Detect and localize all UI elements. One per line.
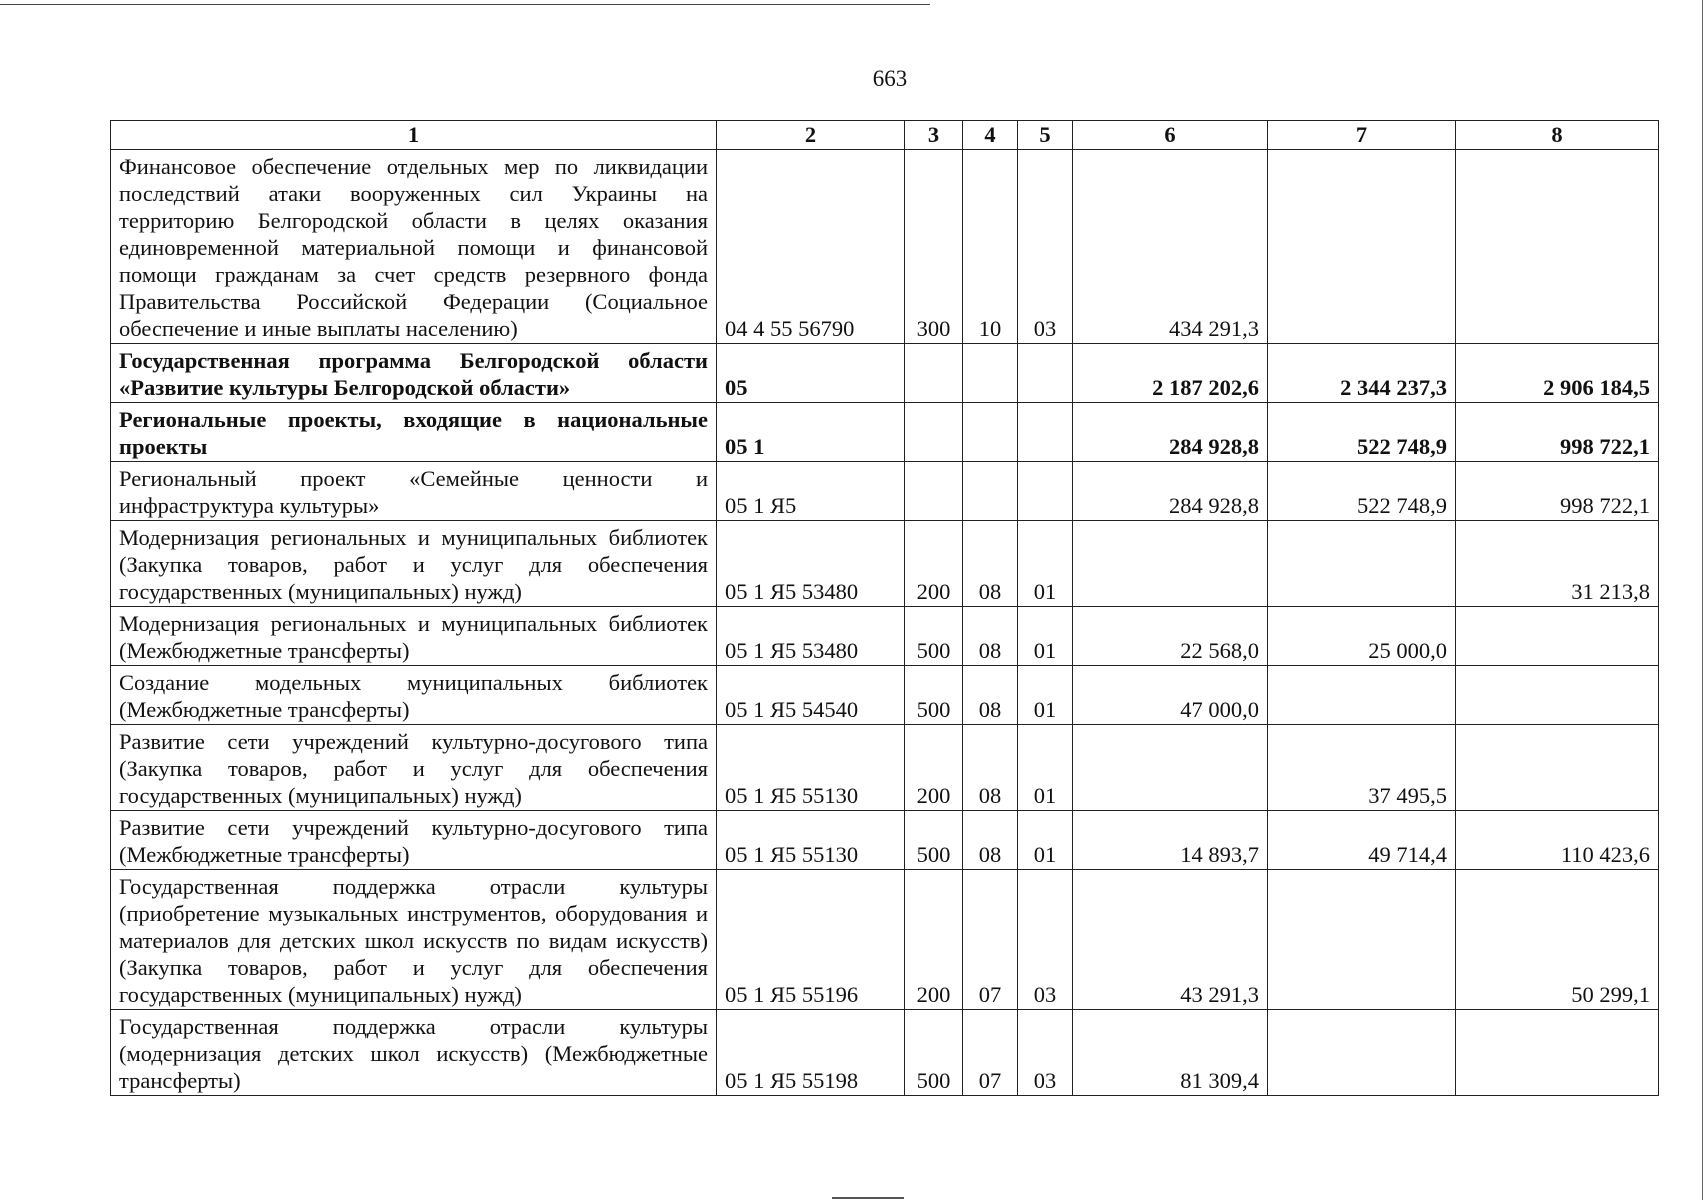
amount-col8	[1456, 607, 1659, 666]
section-code: 08	[963, 521, 1018, 607]
section-code: 08	[963, 725, 1018, 811]
column-number: 6	[1073, 121, 1268, 150]
section-code: 08	[963, 607, 1018, 666]
amount-col6: 43 291,3	[1073, 870, 1268, 1010]
section-code	[963, 462, 1018, 521]
classification-code: 05 1 Я5 54540	[717, 666, 905, 725]
row-name: Государственная поддержка отрасли культуры (приобретение музыкальных инструментов, оборудования и материалов для детских школ искусств по видам искусств) (Закупка товаров, работ и услуг для обеспечения государственных (муниципальных) нужд)	[111, 870, 717, 1010]
classification-code: 04 4 55 56790	[717, 150, 905, 344]
amount-col6	[1073, 521, 1268, 607]
table-row	[111, 725, 1659, 811]
amount-col7: 37 495,5	[1268, 725, 1456, 811]
amount-col7	[1268, 666, 1456, 725]
subsection-code: 01	[1018, 607, 1073, 666]
section-code	[963, 344, 1018, 403]
amount-col8: 998 722,1	[1456, 403, 1659, 462]
expense-type-code: 500	[905, 1010, 963, 1096]
column-number: 7	[1268, 121, 1456, 150]
amount-col8	[1456, 150, 1659, 344]
classification-code: 05 1 Я5 55130	[717, 725, 905, 811]
amount-col8	[1456, 725, 1659, 811]
row-name: Модернизация региональных и муниципальных библиотек (Межбюджетные трансферты)	[111, 607, 717, 666]
table-row	[111, 811, 1659, 870]
table-row	[111, 462, 1659, 521]
subsection-code: 01	[1018, 811, 1073, 870]
subsection-code: 03	[1018, 150, 1073, 344]
amount-col7: 522 748,9	[1268, 403, 1456, 462]
amount-col6: 284 928,8	[1073, 403, 1268, 462]
table-row	[111, 870, 1659, 1010]
section-code: 08	[963, 666, 1018, 725]
row-name: Государственная программа Белгородской области «Развитие культуры Белгородской области»	[111, 344, 717, 403]
amount-col8: 50 299,1	[1456, 870, 1659, 1010]
expense-type-code: 300	[905, 150, 963, 344]
amount-col8: 998 722,1	[1456, 462, 1659, 521]
bottom-mark	[832, 1197, 904, 1199]
column-number: 5	[1018, 121, 1073, 150]
classification-code: 05 1 Я5 55198	[717, 1010, 905, 1096]
table-row	[111, 607, 1659, 666]
subsection-code: 01	[1018, 521, 1073, 607]
classification-code: 05	[717, 344, 905, 403]
column-number: 4	[963, 121, 1018, 150]
amount-col8: 2 906 184,5	[1456, 344, 1659, 403]
row-name: Создание модельных муниципальных библиотек (Межбюджетные трансферты)	[111, 666, 717, 725]
row-name: Региональные проекты, входящие в национальные проекты	[111, 403, 717, 462]
top-rule	[0, 4, 930, 5]
table-row	[111, 344, 1659, 403]
subsection-code: 03	[1018, 1010, 1073, 1096]
row-name: Государственная поддержка отрасли культуры (модернизация детских школ искусств) (Межбюджетные трансферты)	[111, 1010, 717, 1096]
row-name: Финансовое обеспечение отдельных мер по ликвидации последствий атаки вооруженных сил Украины на территорию Белгородской области в целях оказания единовременной материальной помощи и финансовой помощи гражданам за счет средств резервного фонда Правительства Российской Федерации (Социальное обеспечение и иные выплаты населению)	[111, 150, 717, 344]
amount-col7: 522 748,9	[1268, 462, 1456, 521]
subsection-code	[1018, 403, 1073, 462]
expense-type-code	[905, 344, 963, 403]
expense-type-code: 500	[905, 666, 963, 725]
section-code	[963, 403, 1018, 462]
expense-type-code: 200	[905, 725, 963, 811]
amount-col7: 2 344 237,3	[1268, 344, 1456, 403]
expense-type-code	[905, 462, 963, 521]
amount-col6: 2 187 202,6	[1073, 344, 1268, 403]
table-row	[111, 521, 1659, 607]
classification-code: 05 1 Я5 55196	[717, 870, 905, 1010]
amount-col6	[1073, 725, 1268, 811]
amount-col6: 22 568,0	[1073, 607, 1268, 666]
amount-col7	[1268, 521, 1456, 607]
column-number: 3	[905, 121, 963, 150]
amount-col6: 284 928,8	[1073, 462, 1268, 521]
row-name: Развитие сети учреждений культурно-досугового типа (Закупка товаров, работ и услуг для обеспечения государственных (муниципальных) нужд)	[111, 725, 717, 811]
expense-type-code: 500	[905, 811, 963, 870]
table-row	[111, 666, 1659, 725]
expense-type-code	[905, 403, 963, 462]
classification-code: 05 1 Я5 53480	[717, 607, 905, 666]
amount-col7	[1268, 870, 1456, 1010]
table-row	[111, 403, 1659, 462]
amount-col7	[1268, 150, 1456, 344]
classification-code: 05 1 Я5 55130	[717, 811, 905, 870]
classification-code: 05 1 Я5 53480	[717, 521, 905, 607]
amount-col8	[1456, 666, 1659, 725]
subsection-code: 01	[1018, 725, 1073, 811]
subsection-code	[1018, 462, 1073, 521]
column-number: 1	[111, 121, 717, 150]
column-numbers-row	[111, 121, 1659, 150]
amount-col6: 47 000,0	[1073, 666, 1268, 725]
section-code: 08	[963, 811, 1018, 870]
expense-type-code: 500	[905, 607, 963, 666]
section-code: 07	[963, 1010, 1018, 1096]
amount-col7: 25 000,0	[1268, 607, 1456, 666]
row-name: Модернизация региональных и муниципальных библиотек (Закупка товаров, работ и услуг для обеспечения государственных (муниципальных) нужд)	[111, 521, 717, 607]
column-number: 2	[717, 121, 905, 150]
amount-col7	[1268, 1010, 1456, 1096]
amount-col7: 49 714,4	[1268, 811, 1456, 870]
table-row	[111, 150, 1659, 344]
row-name: Развитие сети учреждений культурно-досугового типа (Межбюджетные трансферты)	[111, 811, 717, 870]
amount-col6: 81 309,4	[1073, 1010, 1268, 1096]
expense-type-code: 200	[905, 870, 963, 1010]
section-code: 10	[963, 150, 1018, 344]
expense-type-code: 200	[905, 521, 963, 607]
classification-code: 05 1	[717, 403, 905, 462]
amount-col8	[1456, 1010, 1659, 1096]
amount-col8: 31 213,8	[1456, 521, 1659, 607]
page-number: 663	[872, 66, 908, 91]
subsection-code	[1018, 344, 1073, 403]
section-code: 07	[963, 870, 1018, 1010]
subsection-code: 01	[1018, 666, 1073, 725]
right-edge-rule	[1702, 0, 1703, 1200]
column-number: 8	[1456, 121, 1659, 150]
row-name: Региональный проект «Семейные ценности и инфраструктура культуры»	[111, 462, 717, 521]
subsection-code: 03	[1018, 870, 1073, 1010]
classification-code: 05 1 Я5	[717, 462, 905, 521]
budget-table	[110, 120, 1659, 1096]
amount-col6: 14 893,7	[1073, 811, 1268, 870]
amount-col8: 110 423,6	[1456, 811, 1659, 870]
amount-col6: 434 291,3	[1073, 150, 1268, 344]
table-row	[111, 1010, 1659, 1096]
